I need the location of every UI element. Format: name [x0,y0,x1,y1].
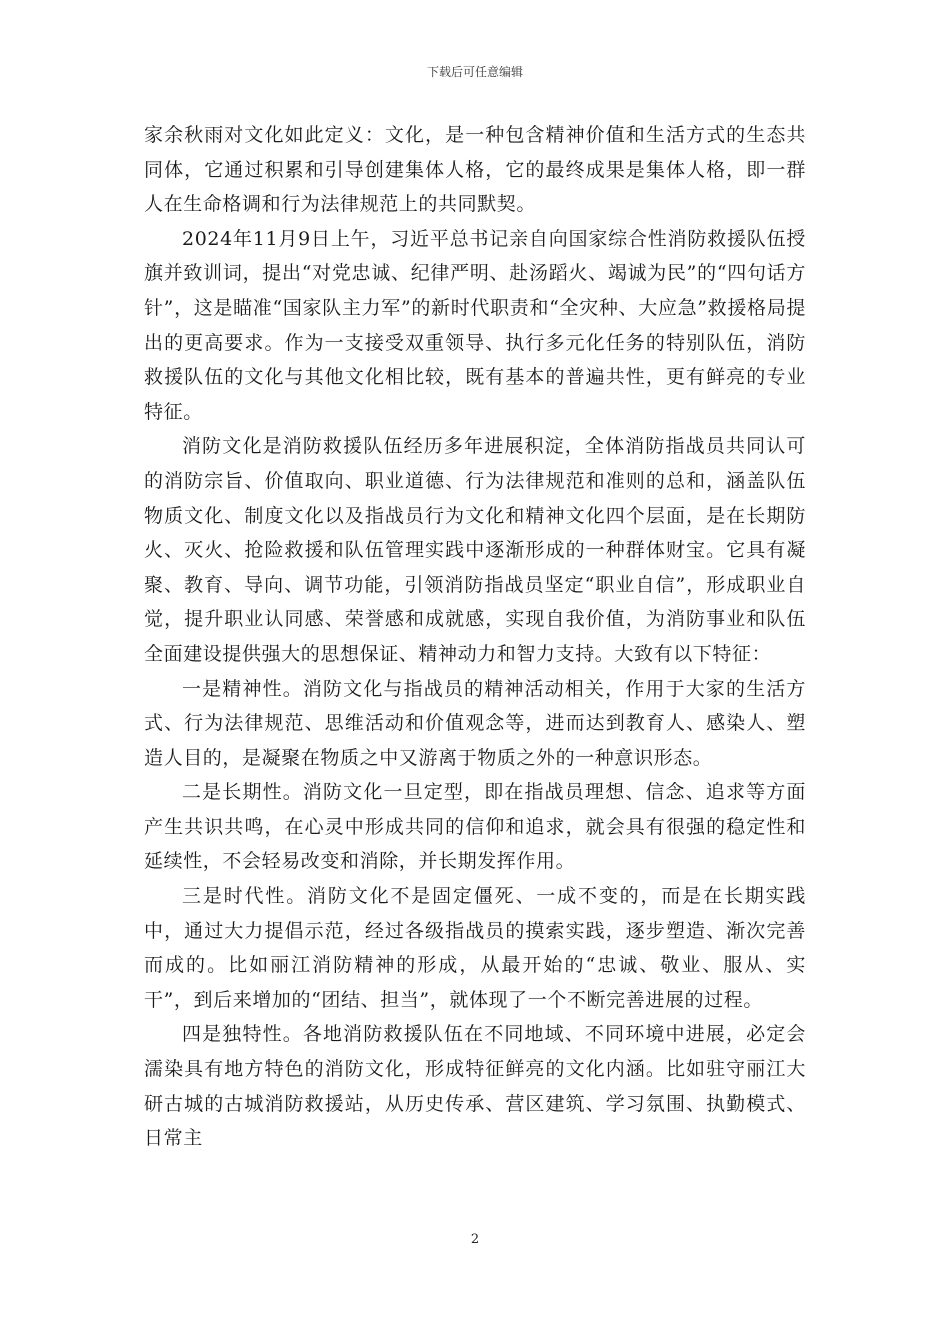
paragraph-2: 2024年11月9日上午，习近平总书记亲自向国家综合性消防救援队伍授旗并致训词，提出“对党忠诚、纪律严明、赴汤蹈火、竭诚为民”的“四句话方针”，这是瞄准“国家队主力军”的新时代职责和“全灾种、大应急”救援格局提出的更高要求。作为一支接受双重领导、执行多元化任务的特别队伍，消防救援队伍的文化与其他文化相比较，既有基本的普遍共性，更有鲜亮的专业特征。 [144,227,806,423]
paragraph-5: 二是长期性。消防文化一旦定型，即在指战员理想、信念、追求等方面产生共识共鸣，在心灵中形成共同的信仰和追求，就会具有很强的稳定性和延续性，不会轻易改变和消除，并长期发挥作用。 [144,781,806,873]
paragraph-3: 消防文化是消防救援队伍经历多年进展积淀，全体消防指战员共同认可的消防宗旨、价值取向、职业道德、行为法律规范和准则的总和，涵盖队伍物质文化、制度文化以及指战员行为文化和精神文化四个层面，是在长期防火、灭火、抢险救援和队伍管理实践中逐渐形成的一种群体财宝。它具有凝聚、教育、导向、调节功能，引领消防指战员坚定“职业自信”，形成职业自觉，提升职业认同感、荣誉感和成就感，实现自我价值，为消防事业和队伍全面建设提供强大的思想保证、精神动力和智力支持。大致有以下特征： [144,435,806,665]
document-body [144,118,806,1156]
paragraph-1: 家余秋雨对文化如此定义：文化，是一种包含精神价值和生活方式的生态共同体，它通过积累和引导创建集体人格，它的最终成果是集体人格，即一群人在生命格调和行为法律规范上的共同默契。 [144,124,806,216]
page-number: 2 [470,1232,480,1247]
paragraph-7: 四是独特性。各地消防救援队伍在不同地域、不同环境中进展，必定会濡染具有地方特色的消防文化，形成特征鲜亮的文化内涵。比如驻守丽江大研古城的古城消防救援站，从历史传承、营区建筑、学习氛围、执勤模式、日常主 [144,1023,806,1150]
paragraph-6: 三是时代性。消防文化不是固定僵死、一成不变的，而是在长期实践中，通过大力提倡示范，经过各级指战员的摸索实践，逐步塑造、渐次完善而成的。比如丽江消防精神的形成，从最开始的“忠诚、敬业、服从、实干”，到后来增加的“团结、担当”，就体现了一个不断完善进展的过程。 [144,885,806,1011]
paragraph-4: 一是精神性。消防文化与指战员的精神活动相关，作用于大家的生活方式、行为法律规范、思维活动和价值观念等，进而达到教育人、感染人、塑造人目的，是凝聚在物质之中又游离于物质之外的一种意识形态。 [144,677,806,769]
page-header: 下载后可任意编辑 [426,65,523,79]
